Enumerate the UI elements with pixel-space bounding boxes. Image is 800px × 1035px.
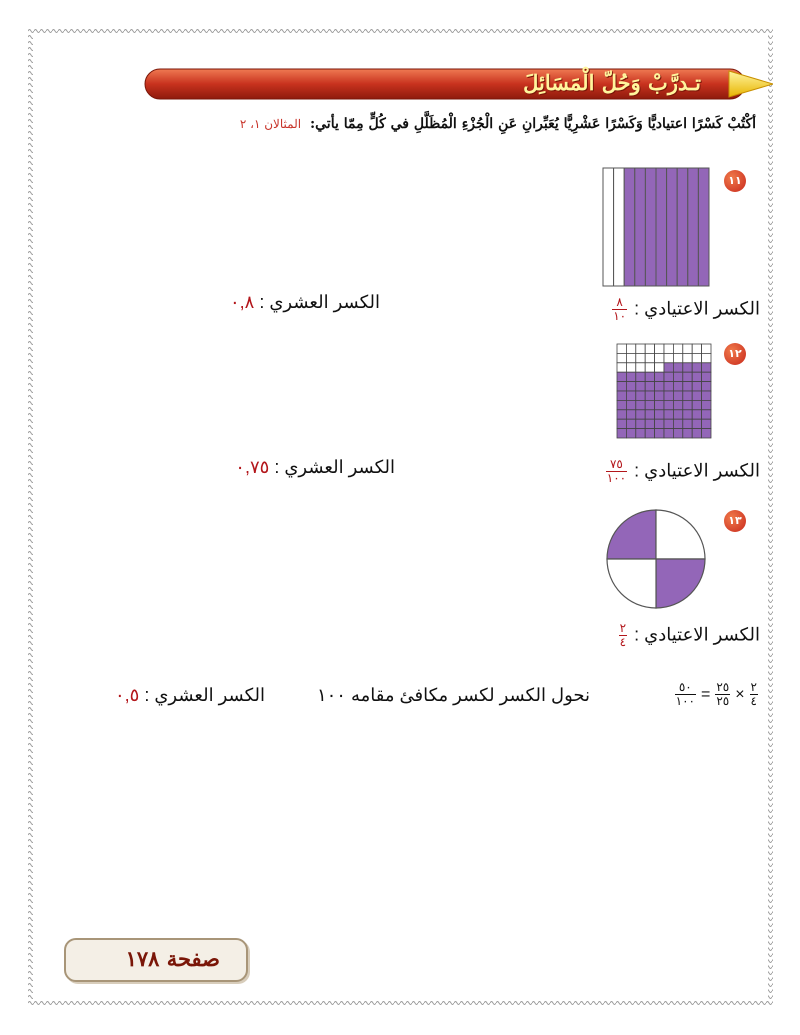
unshaded-cell: [617, 363, 626, 372]
instructions: [240, 116, 756, 132]
figure-grid-10x10: [616, 343, 716, 439]
unshaded-strip: [614, 168, 625, 286]
shaded-cell: [655, 400, 664, 409]
shaded-cell: [692, 363, 701, 372]
shaded-strip: [677, 168, 688, 286]
shaded-cell: [664, 382, 673, 391]
banner-title: تـدرَّبْ وَحُلّ الْمَسَائِلَ: [523, 70, 701, 95]
answer-13-common: [617, 622, 760, 649]
unshaded-cell: [664, 353, 673, 362]
page-number: صفحة ١٧٨: [125, 946, 220, 971]
instructions-text: أكْتُبْ كَسْرًا اعتياديًّا وَكَسْرًا عَشْرِيًّا يُعَبِّرانِ عَنِ الْجُزْءِ الْمُظَلَّلِ في كُلٍّ مِمّا يأتي:: [309, 116, 756, 132]
shaded-cell: [626, 429, 635, 438]
shaded-cell: [636, 429, 645, 438]
shaded-cell: [626, 410, 635, 419]
shaded-cell: [683, 372, 692, 381]
shaded-cell: [673, 363, 682, 372]
answer-11-decimal: [230, 292, 380, 313]
fraction-a: $\frac{٢}{٤}$: [750, 680, 757, 708]
shaded-cell: [645, 372, 654, 381]
shaded-cell: [683, 363, 692, 372]
shaded-strip: [667, 168, 678, 286]
shaded-cell: [645, 400, 654, 409]
unshaded-cell: [655, 363, 664, 372]
shaded-strip: [645, 168, 656, 286]
shaded-cell: [664, 429, 673, 438]
unshaded-cell: [626, 344, 635, 353]
shaded-quarter: [656, 559, 705, 608]
unshaded-cell: [645, 353, 654, 362]
figure-grid-10-columns: [602, 167, 712, 287]
shaded-quarter: [607, 510, 656, 559]
shaded-cell: [636, 419, 645, 428]
shaded-cell: [626, 391, 635, 400]
decimal-fraction-label: الكسر العشري :: [144, 685, 265, 705]
shaded-cell: [702, 363, 711, 372]
unshaded-cell: [636, 353, 645, 362]
page-number-box: [64, 938, 248, 982]
unshaded-cell: [626, 363, 635, 372]
unshaded-cell: [655, 344, 664, 353]
unshaded-strip: [603, 168, 614, 286]
shaded-cell: [626, 419, 635, 428]
shaded-cell: [655, 419, 664, 428]
shaded-cell: [655, 410, 664, 419]
shaded-cell: [645, 419, 654, 428]
common-fraction: $\frac{٢}{٤}$: [619, 621, 627, 649]
shaded-cell: [636, 400, 645, 409]
problem-number-13: ١٣: [724, 510, 746, 532]
answer-11-common: [610, 296, 760, 323]
unshaded-cell: [692, 353, 701, 362]
times-sign: ×: [735, 685, 745, 703]
unshaded-cell: [683, 344, 692, 353]
shaded-cell: [673, 429, 682, 438]
unshaded-cell: [673, 344, 682, 353]
unshaded-cell: [617, 353, 626, 362]
equivalent-fraction-work: [673, 681, 760, 708]
unshaded-cell: [636, 363, 645, 372]
shaded-cell: [636, 410, 645, 419]
shaded-cell: [655, 391, 664, 400]
shaded-cell: [683, 410, 692, 419]
shaded-cell: [645, 410, 654, 419]
decimal-fraction-label: الكسر العشري :: [274, 457, 395, 477]
shaded-cell: [702, 372, 711, 381]
shaded-cell: [645, 429, 654, 438]
shaded-cell: [664, 410, 673, 419]
fraction-b: $\frac{٢٥}{٢٥}$: [716, 680, 730, 708]
answer-13-decimal: [115, 685, 265, 706]
shaded-cell: [664, 419, 673, 428]
shaded-cell: [617, 400, 626, 409]
problem-number-11: ١١: [724, 170, 746, 192]
shaded-cell: [702, 410, 711, 419]
shaded-cell: [673, 372, 682, 381]
example-reference: المثالان ١، ٢: [239, 117, 302, 131]
shaded-cell: [702, 382, 711, 391]
unshaded-cell: [702, 344, 711, 353]
answer-12-decimal: [235, 457, 395, 478]
unshaded-cell: [702, 353, 711, 362]
shaded-cell: [673, 400, 682, 409]
shaded-cell: [683, 419, 692, 428]
shaded-cell: [702, 391, 711, 400]
decimal-fraction-value: ٠,٥: [114, 685, 140, 705]
shaded-cell: [692, 382, 701, 391]
shaded-cell: [702, 419, 711, 428]
shaded-cell: [692, 391, 701, 400]
unshaded-cell: [626, 353, 635, 362]
shaded-cell: [692, 410, 701, 419]
shaded-cell: [626, 400, 635, 409]
shaded-cell: [617, 372, 626, 381]
unshaded-cell: [636, 344, 645, 353]
unshaded-cell: [645, 344, 654, 353]
shaded-cell: [617, 382, 626, 391]
shaded-cell: [617, 391, 626, 400]
shaded-strip: [635, 168, 646, 286]
shaded-cell: [655, 429, 664, 438]
shaded-cell: [645, 391, 654, 400]
decimal-fraction-value: ٠,٨: [229, 292, 255, 312]
common-fraction-label: الكسر الاعتيادي :: [634, 460, 760, 481]
shaded-cell: [664, 372, 673, 381]
unshaded-quarter: [656, 510, 705, 559]
shaded-cell: [636, 391, 645, 400]
common-fraction-label: الكسر الاعتيادي :: [634, 298, 760, 319]
shaded-cell: [683, 400, 692, 409]
shaded-cell: [683, 429, 692, 438]
decimal-fraction-label: الكسر العشري :: [259, 292, 380, 312]
shaded-cell: [702, 429, 711, 438]
shaded-cell: [636, 372, 645, 381]
unshaded-cell: [655, 353, 664, 362]
shaded-cell: [692, 419, 701, 428]
unshaded-cell: [683, 353, 692, 362]
unshaded-quarter: [607, 559, 656, 608]
shaded-cell: [673, 419, 682, 428]
shaded-cell: [702, 400, 711, 409]
decimal-fraction-value: ٠,٧٥: [235, 457, 270, 477]
shaded-cell: [655, 372, 664, 381]
shaded-strip: [688, 168, 699, 286]
shaded-cell: [683, 391, 692, 400]
unshaded-cell: [692, 344, 701, 353]
unshaded-cell: [645, 363, 654, 372]
shaded-cell: [664, 391, 673, 400]
shaded-strip: [624, 168, 635, 286]
shaded-cell: [664, 400, 673, 409]
shaded-cell: [655, 382, 664, 391]
shaded-cell: [617, 410, 626, 419]
figure-circle-quarters: [605, 508, 707, 610]
common-fraction: $\frac{٨}{١٠}$: [613, 295, 627, 323]
shaded-cell: [692, 400, 701, 409]
fraction-c: $\frac{٥٠}{١٠٠}$: [675, 680, 695, 708]
shaded-strip: [698, 168, 709, 286]
unshaded-cell: [673, 353, 682, 362]
shaded-cell: [683, 382, 692, 391]
shaded-cell: [617, 419, 626, 428]
shaded-cell: [626, 372, 635, 381]
shaded-cell: [673, 391, 682, 400]
shaded-cell: [664, 363, 673, 372]
unshaded-cell: [664, 344, 673, 353]
unshaded-cell: [617, 344, 626, 353]
shaded-cell: [645, 382, 654, 391]
common-fraction-label: الكسر الاعتيادي :: [634, 624, 760, 645]
shaded-cell: [692, 372, 701, 381]
shaded-cell: [617, 429, 626, 438]
shaded-cell: [673, 410, 682, 419]
shaded-cell: [692, 429, 701, 438]
shaded-cell: [636, 382, 645, 391]
shaded-cell: [673, 382, 682, 391]
answer-12-common: [604, 458, 760, 485]
shaded-cell: [626, 382, 635, 391]
section-banner: [143, 66, 773, 102]
conversion-note: نحول الكسر لكسر مكافئ مقامه ١٠٠: [316, 685, 590, 705]
equals-sign: =: [700, 685, 711, 703]
problem-number-12: ١٢: [724, 343, 746, 365]
common-fraction: $\frac{٧٥}{١٠٠}$: [606, 457, 627, 485]
shaded-strip: [656, 168, 667, 286]
